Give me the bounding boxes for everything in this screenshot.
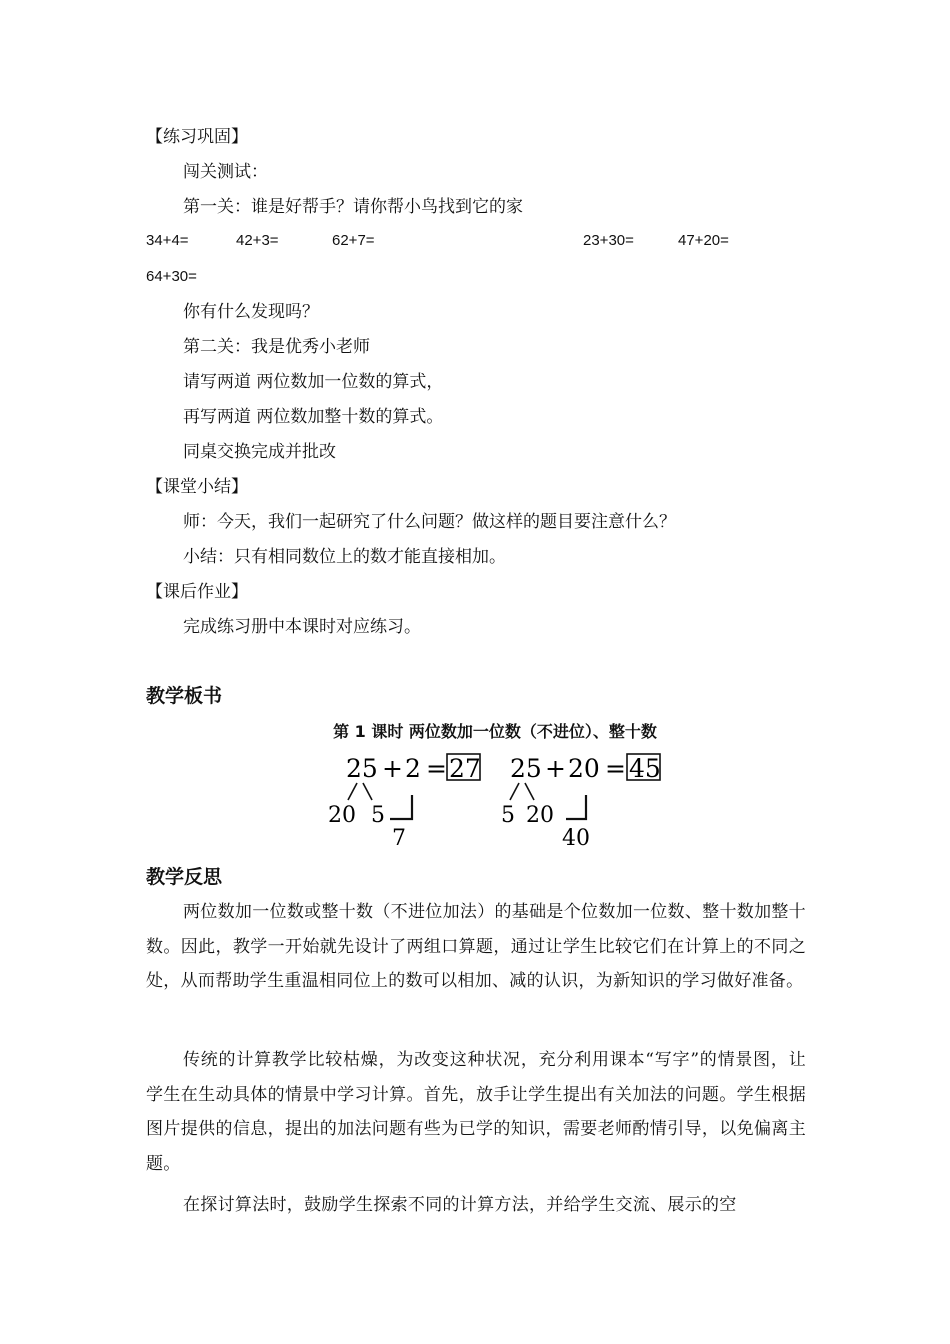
question-text: 你有什么发现吗？ xyxy=(183,302,319,322)
summary-heading: 【课堂小结】 xyxy=(146,477,248,497)
equation-1 xyxy=(328,754,481,851)
equation: 23+30= xyxy=(583,232,634,249)
teacher-question: 师：今天，我们一起研究了什么问题？做这样的题目要注意什么？ xyxy=(183,512,676,532)
eq1-split-tens: 20 xyxy=(328,803,356,828)
eq2-addend-b: 20 xyxy=(568,754,600,783)
combine-bracket xyxy=(390,795,412,819)
reflection-paragraph: 两位数加一位数或整十数（不进位加法）的基础是个位数加一位数、整十数加整十数。因此，教学一开始就先设计了两组口算题，通过让学生比较它们在计算上的不同之处，从而帮助学生重温相同位上的数可以相加、减的认识，为新知识的学习做好准备。 xyxy=(146,902,806,991)
equation: 34+4= xyxy=(146,232,189,249)
eq2-result: 45 xyxy=(629,754,661,783)
eq1-addend-b: 2 xyxy=(405,754,421,783)
task-text: 请写两道 两位数加一位数的算式， xyxy=(183,372,444,392)
board-heading: 教学板书 xyxy=(146,685,223,707)
equation: 42+3= xyxy=(236,232,279,249)
eq2-equals: = xyxy=(605,754,626,783)
eq2-split-tens: 20 xyxy=(526,803,554,828)
eq1-result: 27 xyxy=(449,754,481,783)
summary-conclusion: 小结：只有相同数位上的数才能直接相加。 xyxy=(183,547,506,567)
equation-2 xyxy=(501,754,661,851)
eq1-plus: + xyxy=(382,754,403,783)
practice-heading: 【练习巩固】 xyxy=(146,127,248,147)
eq2-plus: + xyxy=(545,754,566,783)
level2-text: 第二关：我是优秀小老师 xyxy=(183,337,370,357)
board-diagram xyxy=(0,745,950,855)
eq2-partial: 40 xyxy=(562,826,590,851)
equation: 47+20= xyxy=(678,232,729,249)
task-text: 再写两道 两位数加整十数的算式。 xyxy=(183,407,444,427)
eq1-equals: = xyxy=(426,754,447,783)
task-text: 同桌交换完成并批改 xyxy=(183,442,336,462)
split-line xyxy=(348,783,357,800)
reflection-heading: 教学反思 xyxy=(146,866,223,888)
split-line xyxy=(510,783,519,800)
equation: 62+7= xyxy=(332,232,375,249)
level1-text: 第一关：谁是好帮手？请你帮小鸟找到它的家 xyxy=(183,197,523,217)
homework-text: 完成练习册中本课时对应练习。 xyxy=(183,617,421,637)
eq2-split-ones: 5 xyxy=(501,803,515,828)
board-subtitle: 第 1 课时 两位数加一位数（不进位）、整十数 xyxy=(333,722,657,741)
split-line xyxy=(363,783,372,800)
eq1-addend-a: 25 xyxy=(346,754,378,783)
reflection-paragraph: 在探讨算法时，鼓励学生探索不同的计算方法，并给学生交流、展示的空 xyxy=(183,1195,737,1215)
eq1-split-ones: 5 xyxy=(371,803,385,828)
practice-intro: 闯关测试： xyxy=(183,162,268,182)
split-line xyxy=(525,783,534,800)
reflection-paragraph: 传统的计算教学比较枯燥，为改变这种状况，充分利用课本“写字”的情景图，让学生在生动具体的情景中学习计算。首先，放手让学生提出有关加法的问题。学生根据图片提供的信息，提出的加法问题有些为已学的知识，需要老师酌情引导，以免偏离主题。 xyxy=(146,1050,806,1174)
homework-heading: 【课后作业】 xyxy=(146,582,248,602)
eq2-addend-a: 25 xyxy=(510,754,542,783)
equation: 64+30= xyxy=(146,268,197,285)
eq1-partial: 7 xyxy=(392,826,406,851)
combine-bracket xyxy=(566,795,586,819)
